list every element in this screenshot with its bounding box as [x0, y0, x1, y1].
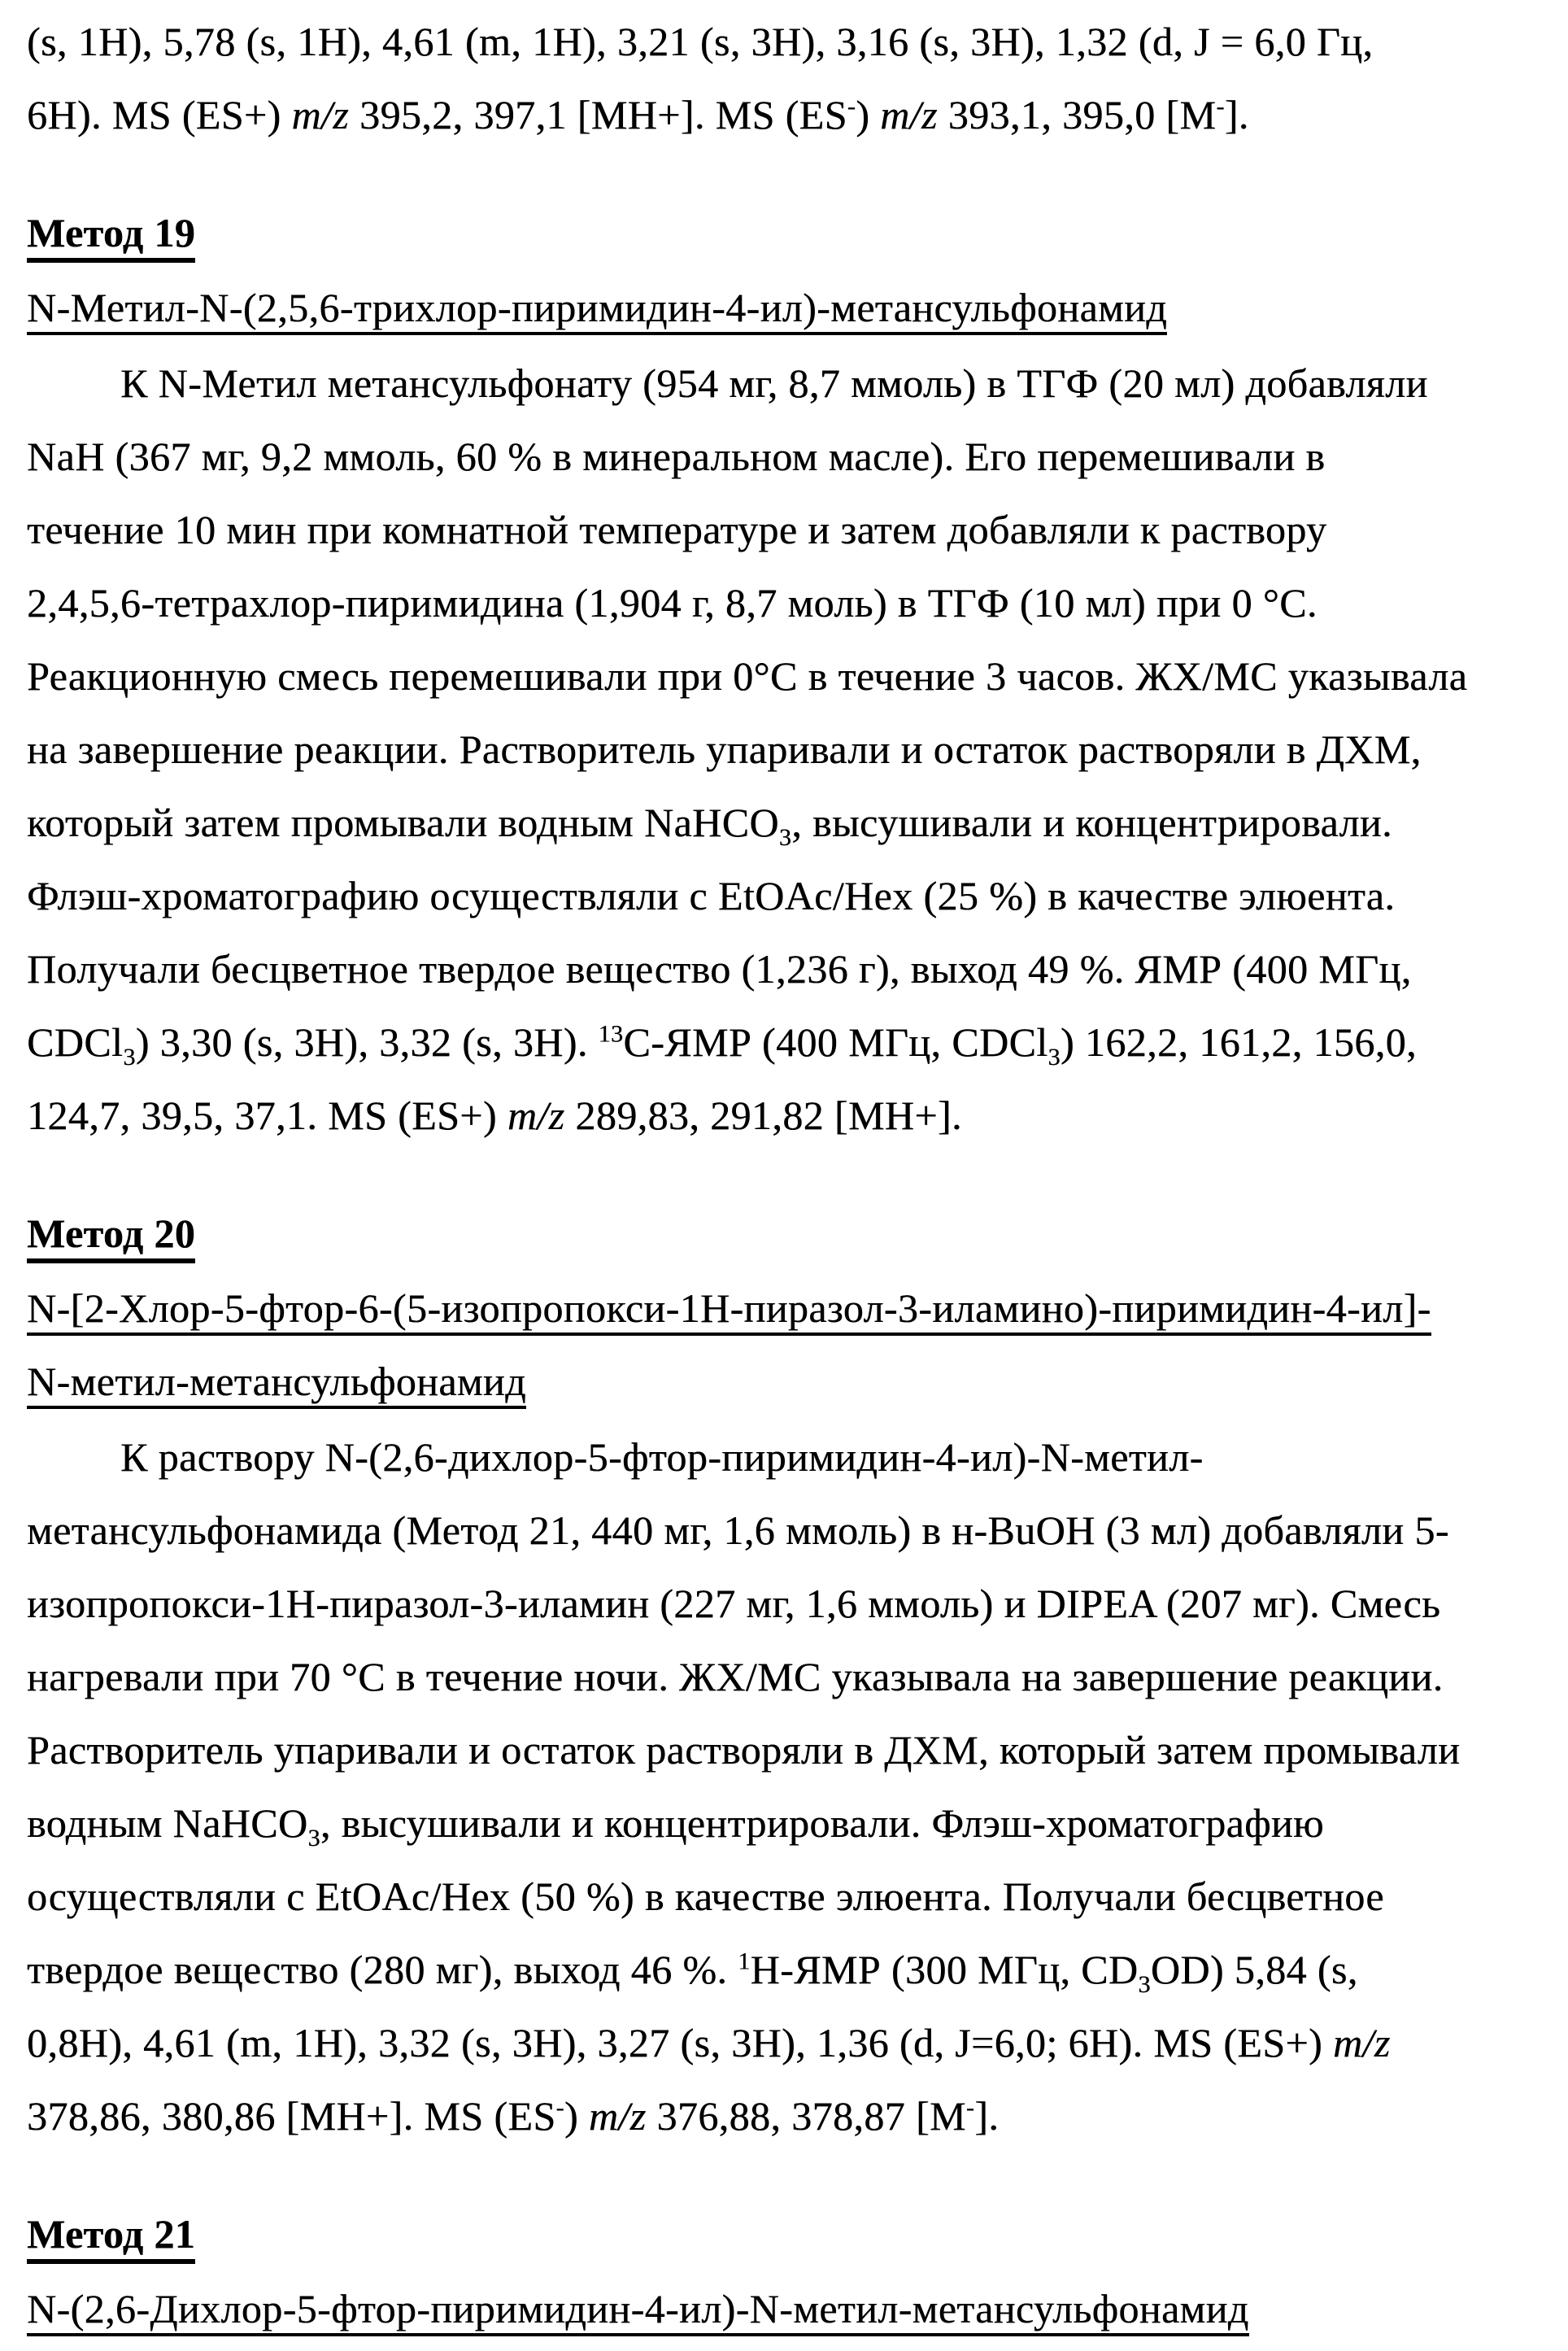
method-20-heading: [27, 1196, 1552, 1269]
text-line: [27, 2270, 1552, 2343]
text-line-content: 6H). MS (ES+) m/z 395,2, 397,1 [MH+]. MS (ES-) m/z 393,1, 395,0 [M-].: [27, 91, 1249, 137]
text-line-content: Реакционную смесь перемешивали при 0°С в течение 3 часов. ЖХ/МС указывала: [27, 652, 1468, 699]
nmr-ms-continuation-paragraph: [27, 0, 1552, 146]
text-line-content: изопропокси-1Н-пиразол-3-иламин (227 мг, 1,6 ммоль) и DIPEA (207 мг). Смесь: [27, 1580, 1441, 1626]
text-line: [27, 635, 1552, 708]
text-line: [27, 1635, 1552, 1708]
text-line: [27, 1269, 1552, 1342]
text-line-content: Растворитель упаривали и остаток растворяли в ДХМ, который затем промывали: [27, 1726, 1461, 1773]
text-line-content: Флэш-хроматографию осуществляли с EtOAc/Hex (25 %) в качестве элюента.: [27, 872, 1396, 918]
text-line-content: твердое вещество (280 мг), выход 46 %. $^1$Н-ЯМР (300 МГц, $CD_3OD$) 5,84 (s,: [27, 1946, 1358, 1998]
text-line: [27, 854, 1552, 927]
text-line-content: Метод 19: [27, 210, 195, 263]
method-19-compound-title: [27, 268, 1552, 342]
method-20-procedure-paragraph: [27, 1415, 1552, 2148]
text-line-content: Метод 20: [27, 1210, 195, 1263]
text-line-content: N-метил-метансульфонамид: [27, 1359, 526, 1409]
text-line-content: течение 10 мин при комнатной температуре и затем добавляли к раствору: [27, 506, 1327, 552]
text-line-content: (s, 1H), 5,78 (s, 1H), 4,61 (m, 1H), 3,21 (s, 3H), 3,16 (s, 3H), 1,32 (d, J = 6,0 Гц,: [27, 18, 1374, 64]
text-line: [27, 561, 1552, 635]
text-line-content: на завершение реакции. Растворитель упаривали и остаток растворяли в ДХМ,: [27, 726, 1422, 772]
text-line-content: 378,86, 380,86 [MH+]. MS (ES-) m/z 376,88, 378,87 [M-].: [27, 2092, 1000, 2139]
text-line: [27, 1782, 1552, 1855]
text-line-content: К раствору N-(2,6-дихлор-5-фтор-пиримидин-4-ил)-N-метил-: [120, 1433, 1204, 1480]
text-line-content: 124,7, 39,5, 37,1. MS (ES+) m/z 289,83, 291,82 [MH+].: [27, 1092, 962, 1138]
method-21-heading: [27, 2196, 1552, 2270]
text-line: [27, 2196, 1552, 2270]
text-line: [27, 195, 1552, 268]
text-line-content: NaH (367 мг, 9,2 ммоль, 60 % в минеральном масле). Его перемешивали в: [27, 433, 1326, 479]
text-line: [27, 781, 1552, 854]
text-line-content: который затем промывали водным NaHCO$_3$, высушивали и концентрировали.: [27, 799, 1392, 851]
text-line-content: нагревали при 70 °С в течение ночи. ЖХ/МС указывала на завершение реакции.: [27, 1653, 1444, 1699]
text-line: [27, 1708, 1552, 1782]
text-line-content: N-[2-Хлор-5-фтор-6-(5-изопропокси-1Н-пиразол-3-иламино)-пиримидин-4-ил]-: [27, 1285, 1431, 1336]
text-line: [27, 1415, 1552, 1489]
text-line-content: 2,4,5,6-тетрахлор-пиримидина (1,904 г, 8,7 моль) в ТГФ (10 мл) при 0 °С.: [27, 579, 1318, 626]
text-line: [27, 927, 1552, 1001]
text-line-content: 0,8H), 4,61 (m, 1H), 3,32 (s, 3H), 3,27 (s, 3H), 1,36 (d, J=6,0; 6H). MS (ES+) m/z: [27, 2019, 1391, 2065]
text-line: [27, 1928, 1552, 2001]
method-21-compound-title: [27, 2270, 1552, 2343]
text-line-content: N-Метил-N-(2,5,6-трихлор-пиримидин-4-ил)-метансульфонамид: [27, 285, 1167, 335]
text-line: [27, 2074, 1552, 2148]
text-line: [27, 0, 1552, 73]
text-line: [27, 1855, 1552, 1928]
text-line: [27, 2001, 1552, 2074]
method-19-heading: [27, 195, 1552, 268]
text-line: [27, 268, 1552, 342]
text-line-content: Получали бесцветное твердое вещество (1,236 г), выход 49 %. ЯМР (400 МГц,: [27, 945, 1412, 992]
text-line: [27, 73, 1552, 146]
text-line-content: К N-Метил метансульфонату (954 мг, 8,7 ммоль) в ТГФ (20 мл) добавляли: [120, 360, 1428, 406]
text-line: [27, 1074, 1552, 1147]
text-line: [27, 415, 1552, 488]
text-line-content: метансульфонамида (Метод 21, 440 мг, 1,6 ммоль) в н-BuOH (3 мл) добавляли 5-: [27, 1507, 1449, 1553]
text-line: [27, 342, 1552, 415]
text-line: [27, 1196, 1552, 1269]
method-19-procedure-paragraph: [27, 342, 1552, 1147]
text-line: [27, 1001, 1552, 1074]
method-20-compound-title: [27, 1269, 1552, 1415]
text-line-content: CDCl$_3$) 3,30 (s, 3H), 3,32 (s, 3H). $^{13}$C-ЯМР (400 МГц, CDCl$_3$) 162,2, 161,2, 156,0,: [27, 1018, 1417, 1071]
text-line: [27, 1562, 1552, 1635]
text-line: [27, 708, 1552, 781]
text-line: [27, 1342, 1552, 1415]
text-line-content: водным NaHCO$_3$, высушивали и концентрировали. Флэш-хроматографию: [27, 1799, 1324, 1852]
text-line-content: N-(2,6-Дихлор-5-фтор-пиримидин-4-ил)-N-метил-метансульфонамид: [27, 2286, 1249, 2336]
text-line-content: Метод 21: [27, 2211, 195, 2264]
text-line: [27, 488, 1552, 561]
text-line: [27, 1489, 1552, 1562]
text-line-content: осуществляли с EtOAc/Hex (50 %) в качестве элюента. Получали бесцветное: [27, 1873, 1384, 1919]
